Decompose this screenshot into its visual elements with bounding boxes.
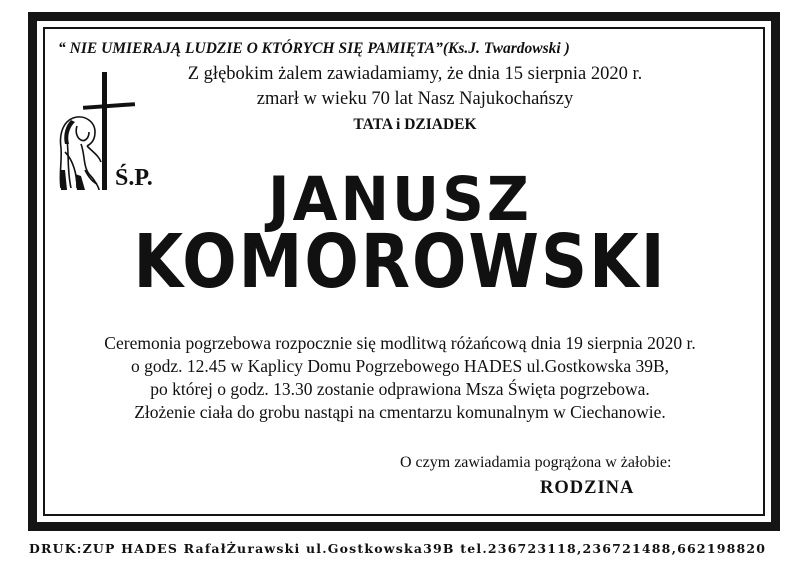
ceremony-line-3: po której o godz. 13.30 zostanie odprawiona Msza Święta pogrzebowa. — [150, 379, 650, 399]
cross-horizontal — [83, 102, 135, 110]
deceased-last-name: KOMOROWSKI — [133, 220, 667, 306]
motto-quote: “ NIE UMIERAJĄ LUDZIE O KTÓRYCH SIĘ PAMIĘTA”(Ks.J. Twardowski ) — [58, 40, 570, 57]
relation-label: TATA i DZIADEK — [353, 116, 477, 133]
ceremony-line-2: o godz. 12.45 w Kaplicy Domu Pogrzebowego HADES ul.Gostkowska 39B, — [130, 356, 670, 376]
announcement-line-2: zmarł w wieku 70 lat Nasz Najukochańszy — [256, 89, 574, 109]
family-signature: RODZINA — [540, 478, 635, 498]
announcement-text — [165, 62, 665, 112]
ceremony-line-4: Złożenie ciała do grobu nastąpi na cmentarzu komunalnym w Ciechanowie. — [134, 402, 666, 422]
cross-vertical — [102, 72, 107, 190]
deceased-first-name: JANUSZ — [268, 163, 532, 235]
deceased-prefix: Ś.P. — [115, 165, 153, 191]
announcement-line-1: Z głębokim żalem zawiadamiamy, że dnia 15 sierpnia 2020 r. — [187, 64, 643, 84]
printer-footer: DRUK:ZUP HADES RafałŻurawski ul.Gostkowska39B tel.236723118,236721488,662198820 — [29, 541, 767, 556]
ceremony-details — [70, 332, 730, 424]
closing-notice: O czym zawiadamia pogrążona w żałobie: — [400, 454, 672, 471]
ceremony-line-1: Ceremonia pogrzebowa rozpocznie się modlitwą różańcową dnia 19 sierpnia 2020 r. — [104, 333, 696, 353]
